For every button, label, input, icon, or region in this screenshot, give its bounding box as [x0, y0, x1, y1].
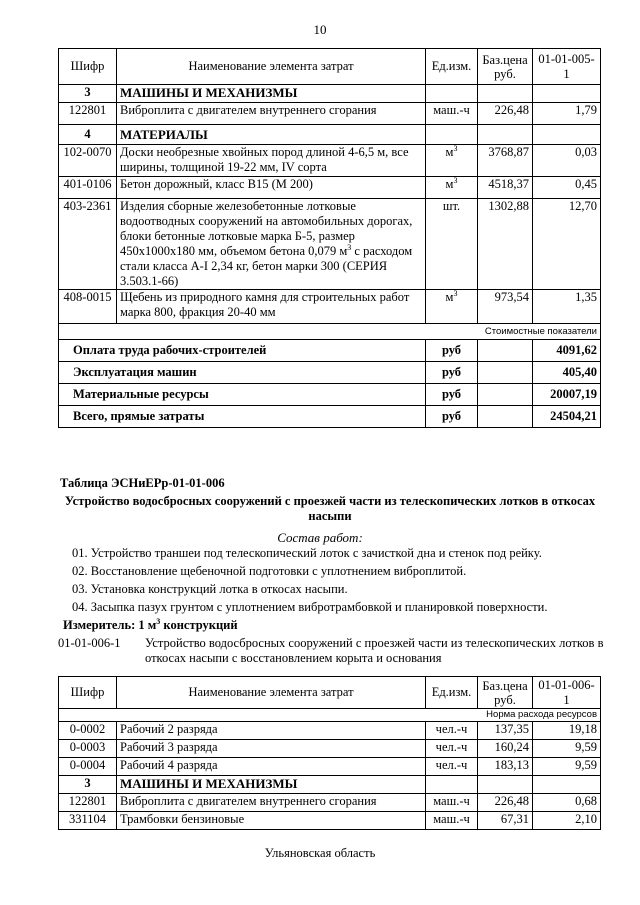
table-heading: Устройство водосбросных сооружений с проезжей части из телескопических лотков в откосах насыпи	[64, 494, 596, 523]
work-composition-label: Состав работ:	[277, 530, 363, 545]
norm-label: Норма расхода ресурсов	[59, 709, 601, 722]
table-title: Таблица ЭСНиЕРр-01-01-006	[60, 476, 225, 490]
col-unit-header: Ед.изм.	[426, 49, 478, 85]
col-name-header: Наименование элемента затрат	[117, 49, 426, 85]
table-row: 401-0106 Бетон дорожный, класс В15 (М 200) $м^3$ 4518,37 0,45	[59, 177, 601, 199]
summary-row: Материальные ресурсы руб 20007,19	[59, 384, 601, 406]
work-item: 02. Восстановление щебеночной подготовки с уплотнением виброплитой.	[72, 564, 467, 578]
resource-table-1	[58, 48, 601, 428]
resource-table-2	[58, 676, 601, 830]
norm-description: Устройство водосбросных сооружений с проезжей части из телескопических лотков в откосах насыпи с восстановлением корыта и основания	[145, 636, 604, 665]
table-row: 102-0070 Доски необрезные хвойных пород длиной 4-6,5 м, все ширины, толщиной 19-22 мм, IV сорта $м^3$ 3768,87 0,03	[59, 145, 601, 177]
table-row: 122801 Виброплита с двигателем внутреннего сгорания маш.-ч 226,48 0,68	[59, 794, 601, 812]
work-item: 01. Устройство траншеи под телескопический лоток с зачисткой дна и стенок под рейку.	[72, 546, 542, 560]
work-item: 03. Установка конструкций лотка в откосах насыпи.	[72, 582, 348, 596]
row-name-rich: Изделия сборные железобетонные лотковые водоотводных сооружений на автомобильных дорогах, блоки бетонные лотковые марка Б-5, размер 450х1000х180 мм, объемом бетона 0,079 $м^3$ с расходом стали класса А-I 2,34 кг, бетон марки 300 (СЕРИЯ 3.503.1-66)	[117, 199, 426, 290]
table-row: 0-0004 Рабочий 4 разряда чел.-ч 183,13 9,59	[59, 758, 601, 776]
table-row: 0-0002 Рабочий 2 разряда чел.-ч 137,35 19,18	[59, 722, 601, 740]
table-row: 408-0015 Щебень из природного камня для строительных работ марка 800, фракция 20-40 мм $м^3$ 973,54 1,35	[59, 290, 601, 324]
table-row: 122801 Виброплита с двигателем внутреннего сгорания маш.-ч 226,48 1,79	[59, 103, 601, 125]
col-norm-header: 01-01-005-1	[533, 49, 601, 85]
table-row: 4 МАТЕРИАЛЫ	[59, 125, 601, 145]
page-footer: Ульяновская область	[264, 846, 376, 860]
table-row: 0-0003 Рабочий 3 разряда чел.-ч 160,24 9,59	[59, 740, 601, 758]
table-row: 3 МАШИНЫ И МЕХАНИЗМЫ	[59, 85, 601, 103]
measure-unit: Измеритель: 1 $м^3$ конструкций	[63, 616, 238, 632]
cost-indicators-label: Стоимостные показатели	[59, 324, 601, 340]
table-row: 403-2361 Изделия сборные железобетонные лотковые водоотводных сооружений на автомобильных дорогах, блоки бетонные лотковые марка Б-5, размер 450х1000х180 мм, объемом бетона 0,079 $м^3$ с расходом стали класса А-I 2,34 кг, бетон марки 300 (СЕРИЯ 3.503.1-66) шт. 1302,88 12,70	[59, 199, 601, 290]
col-name-header: Наименование элемента затрат	[117, 677, 426, 709]
col-code-header: Шифр	[59, 49, 117, 85]
work-item: 04. Засыпка пазух грунтом с уплотнением вибротрамбовкой и планировкой поверхности.	[72, 600, 548, 614]
col-norm-header: 01-01-006-1	[533, 677, 601, 709]
col-price-header: Баз.цена руб.	[478, 49, 533, 85]
norm-code: 01-01-006-1	[58, 636, 121, 650]
summary-row: Эксплуатация машин руб 405,40	[59, 362, 601, 384]
summary-row: Оплата труда рабочих-строителей руб 4091,62	[59, 340, 601, 362]
col-unit-header: Ед.изм.	[426, 677, 478, 709]
table-row: 3 МАШИНЫ И МЕХАНИЗМЫ	[59, 776, 601, 794]
table-row: 331104 Трамбовки бензиновые маш.-ч 67,31 2,10	[59, 812, 601, 830]
col-code-header: Шифр	[59, 677, 117, 709]
summary-row: Всего, прямые затраты руб 24504,21	[59, 406, 601, 428]
col-price-header: Баз.цена руб.	[478, 677, 533, 709]
page-number: 10	[313, 22, 327, 37]
